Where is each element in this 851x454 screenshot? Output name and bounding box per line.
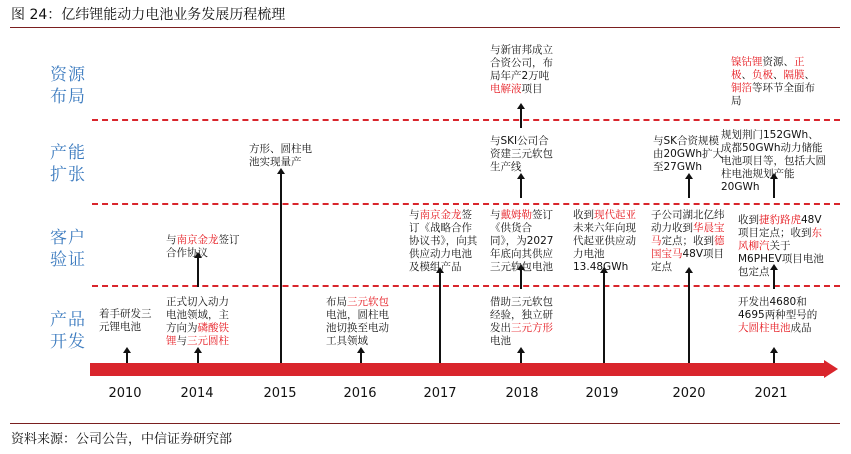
note-2015: 方形、圆柱电池实现量产 xyxy=(249,143,312,168)
timeline-arrowhead xyxy=(824,360,838,378)
note-2018-customer: 与戴姆勒签订《供货合同》，为2027年底向其供应三元软包电池 xyxy=(490,209,554,273)
arrow-2015 xyxy=(280,173,282,363)
year-2017: 2017 xyxy=(423,386,457,401)
separator-1 xyxy=(92,119,840,121)
note-2018-product: 借助三元软包经验，独立研发出三元方形电池 xyxy=(490,296,553,347)
arrow-2014-customer xyxy=(197,257,199,287)
year-2020: 2020 xyxy=(672,386,706,401)
arrow-2018-resource xyxy=(520,108,522,128)
year-2010: 2010 xyxy=(108,386,142,401)
arrow-2018-capacity xyxy=(520,178,522,198)
category-resource: 资源布局 xyxy=(50,65,86,107)
arrow-2020-capacity xyxy=(688,178,690,198)
arrow-2016 xyxy=(360,352,362,363)
source-note: 资料来源：公司公告，中信证券研究部 xyxy=(11,432,233,447)
note-2021-product: 开发出4680和4695两种型号的大圆柱电池成品 xyxy=(738,296,818,334)
arrow-2020-customer xyxy=(688,272,690,363)
note-2014-product: 正式切入动力电池领域，主方向为磷酸铁锂与三元圆柱 xyxy=(166,296,229,347)
note-2019: 收到现代起亚未来六年向现代起亚供应动力电池13.48GWh xyxy=(573,209,636,273)
note-2014-customer: 与南京金龙签订合作协议 xyxy=(166,234,240,259)
title-rule xyxy=(10,27,840,28)
note-2021-capacity: 规划荆门152GWh、成都50GWh动力储能电池项目等，包括大圆柱电池规划产能20GWh xyxy=(721,129,826,193)
note-2018-capacity: 与SKI公司合资建三元软包生产线 xyxy=(490,135,553,173)
arrow-2018-product xyxy=(520,352,522,363)
arrow-2017 xyxy=(439,272,441,363)
year-2016: 2016 xyxy=(343,386,377,401)
note-2010: 着手研发三元锂电池 xyxy=(99,308,152,333)
note-2017: 与南京金龙签订《战略合作协议书》，向其供应动力电池及模组产品 xyxy=(409,209,478,273)
arrow-2010 xyxy=(126,352,128,363)
year-2019: 2019 xyxy=(585,386,619,401)
separator-2 xyxy=(92,203,840,205)
category-capacity: 产能扩张 xyxy=(50,143,86,185)
year-2018: 2018 xyxy=(505,386,539,401)
note-2020-customer: 子公司湖北亿纬动力收到华晨宝马定点；收到德国宝马48V项目定点 xyxy=(651,209,725,273)
year-2015: 2015 xyxy=(263,386,297,401)
figure-title: 图 24：亿纬锂能动力电池业务发展历程梳理 xyxy=(11,7,286,23)
note-2021-resource: 镍钴锂资源、正极、负极、隔膜、铜箔等环节全面布局 xyxy=(731,56,815,107)
category-product: 产品开发 xyxy=(50,310,86,352)
note-2020-capacity: 与SK合资规模由20GWh扩大至27GWh xyxy=(653,135,724,173)
year-2021: 2021 xyxy=(754,386,788,401)
arrow-2021-product xyxy=(773,352,775,363)
separator-3 xyxy=(92,285,840,287)
note-2018-resource: 与新宙邦成立合资公司，布局年产2万吨电解液项目 xyxy=(490,44,553,95)
note-2016: 布局三元软包电池，圆柱电池切换至电动工具领域 xyxy=(326,296,389,347)
category-customer: 客户验证 xyxy=(50,228,86,270)
arrow-2014-product xyxy=(197,352,199,363)
note-2021-customer: 收到捷豹路虎48V项目定点；收到东风柳汽关于M6PHEV项目电池包定点 xyxy=(738,214,824,278)
footer-rule xyxy=(10,423,840,424)
arrow-2019 xyxy=(603,272,605,363)
timeline-bar xyxy=(90,363,825,376)
year-2014: 2014 xyxy=(180,386,214,401)
